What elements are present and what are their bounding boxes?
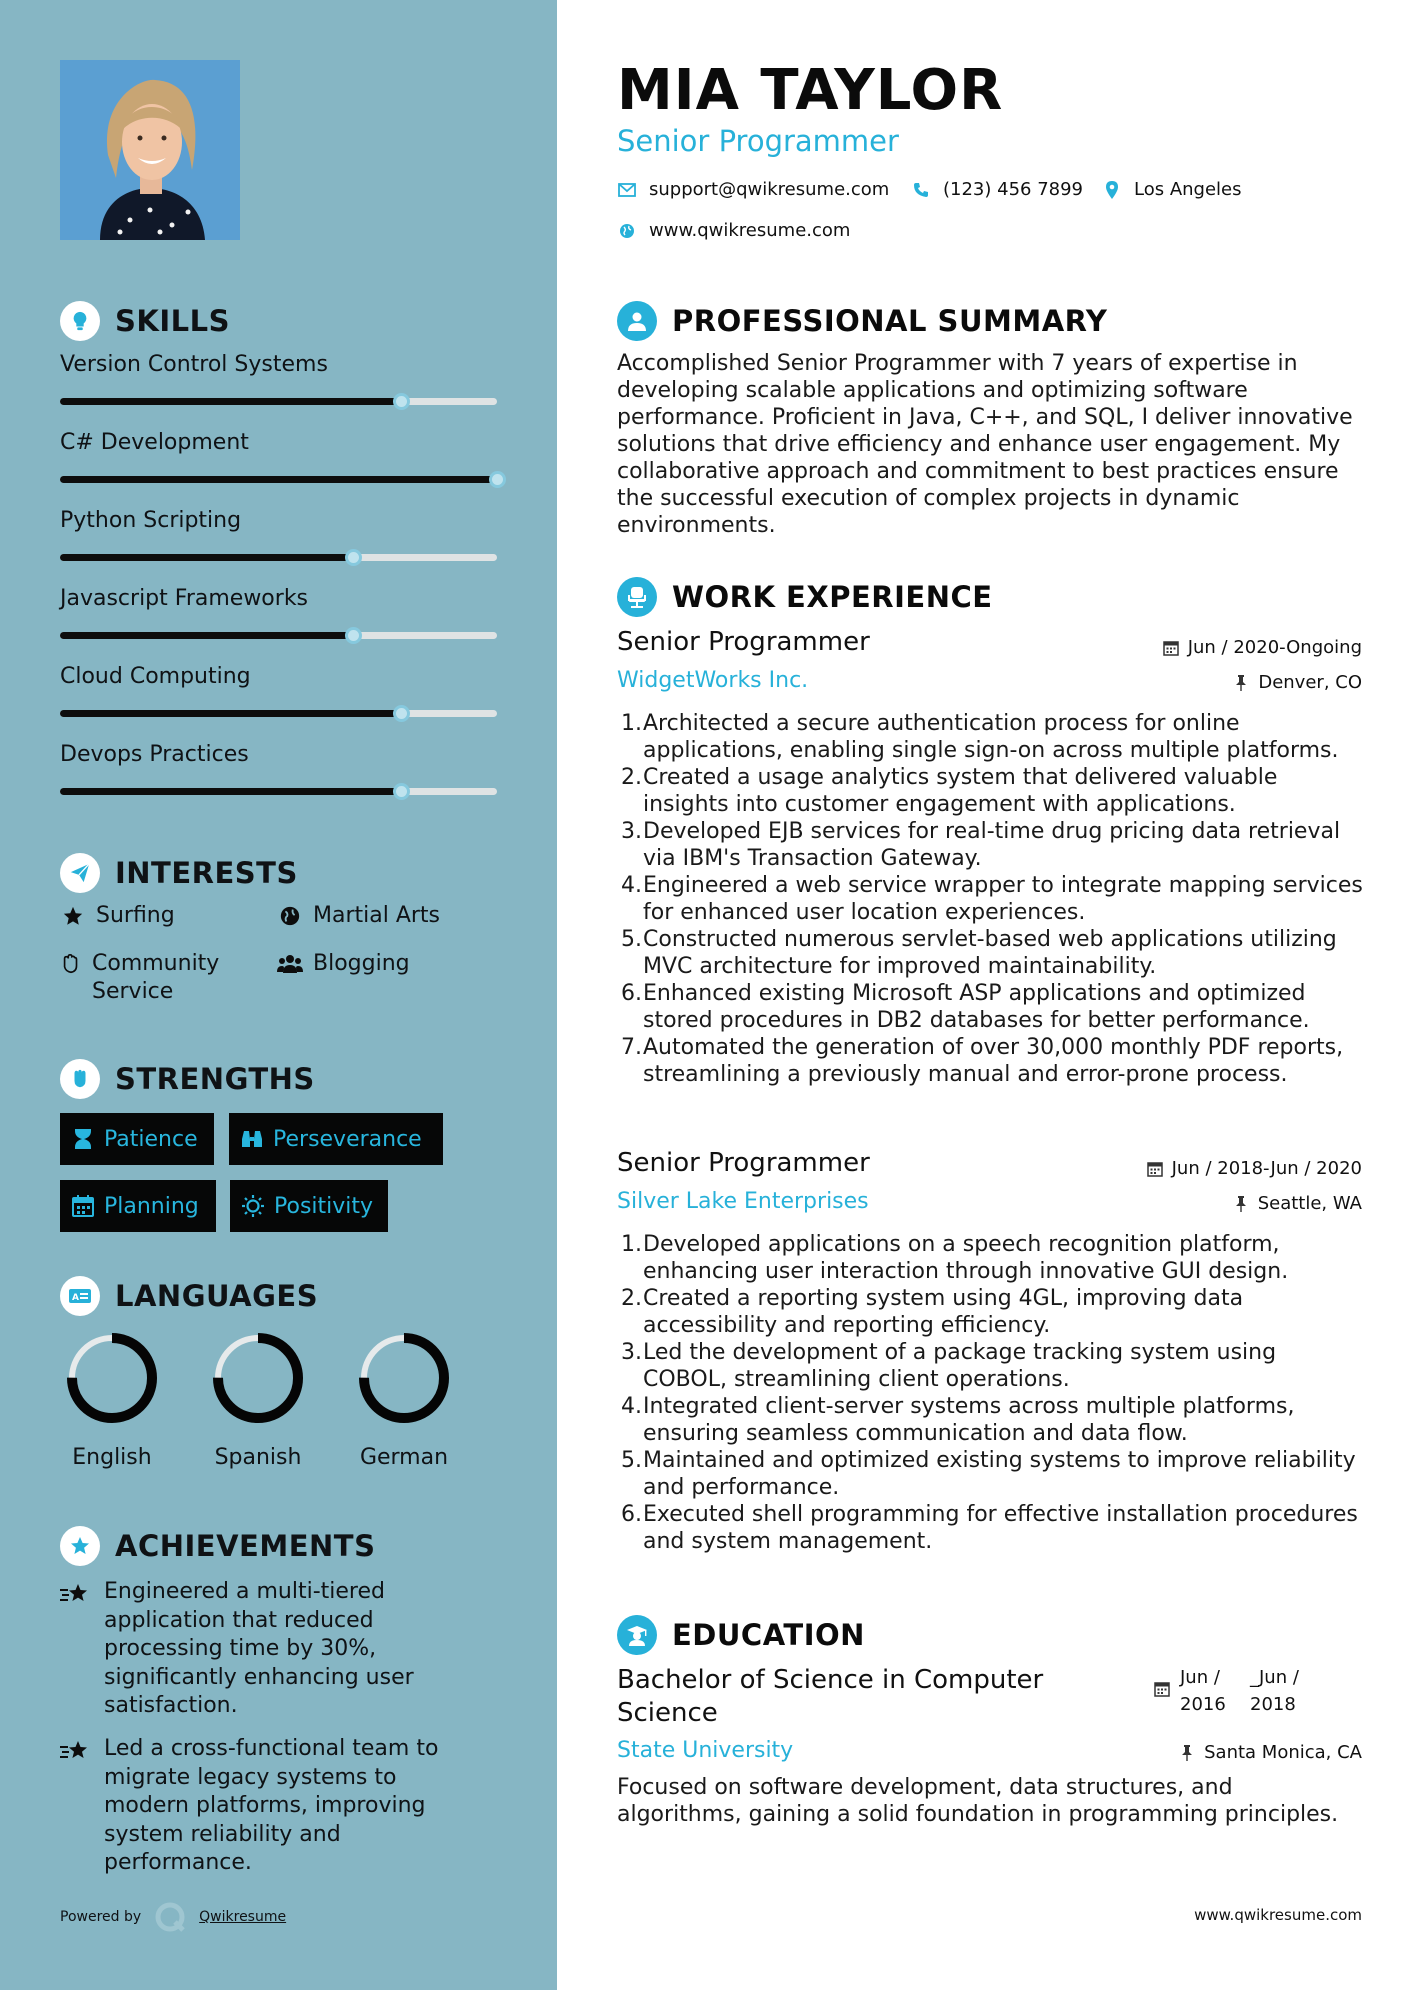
phone-icon	[911, 180, 931, 200]
main-content	[557, 0, 1407, 1990]
duty-number: 1	[621, 1232, 635, 1257]
globe-icon	[617, 221, 637, 241]
start-year: 2016	[1180, 1694, 1226, 1715]
duty-dot: .	[635, 1340, 642, 1365]
calendar-icon	[72, 1195, 94, 1217]
education-location	[1178, 1742, 1362, 1763]
calendar-icon	[1154, 1664, 1170, 1718]
duty-dot: .	[635, 873, 642, 898]
duty-item	[617, 710, 1367, 764]
fist-icon	[60, 1059, 100, 1099]
job-duties	[617, 1231, 1367, 1555]
pushpin-icon	[1232, 674, 1250, 692]
shooting-star-icon	[60, 1578, 90, 1721]
skill-bar-fill	[60, 632, 353, 639]
skill-bar-fill	[60, 710, 401, 717]
duty-number: 4	[621, 1394, 635, 1419]
achievements-heading-text: ACHIEVEMENTS	[115, 1529, 376, 1563]
skill-bar-fill	[60, 554, 353, 561]
sun-icon	[242, 1195, 264, 1217]
paper-plane-icon	[60, 853, 100, 893]
skill-label: Devops Practices	[60, 742, 249, 767]
interests-heading-text: INTERESTS	[115, 856, 298, 890]
strengths-heading-text: STRENGTHS	[115, 1062, 315, 1096]
skill-bar-knob	[393, 393, 410, 410]
duty-item	[617, 1339, 1367, 1393]
hand-icon	[60, 950, 82, 978]
graduate-icon	[617, 1615, 657, 1655]
star-icon	[60, 902, 86, 930]
skills-heading	[60, 301, 230, 341]
strength-tag	[230, 1180, 388, 1232]
interest-label: Surfing	[96, 903, 175, 928]
skill-bar-fill	[60, 788, 401, 795]
interest-label: Blogging	[313, 951, 410, 976]
skill-bar	[60, 710, 497, 717]
strength-label: Planning	[104, 1193, 199, 1219]
education-start	[1180, 1664, 1240, 1718]
education-heading	[617, 1615, 865, 1655]
duty-item	[617, 872, 1367, 926]
school-name: State University	[617, 1738, 794, 1763]
summary-heading-text: PROFESSIONAL SUMMARY	[672, 304, 1108, 338]
phone-text: (123) 456 7899	[943, 179, 1084, 200]
calendar-icon	[1146, 1160, 1164, 1178]
envelope-icon	[617, 180, 637, 200]
duty-number: 1	[621, 711, 635, 736]
duty-dot: .	[635, 765, 642, 790]
experience-heading	[617, 577, 993, 617]
hourglass-icon	[72, 1128, 94, 1150]
language-card-icon	[60, 1276, 100, 1316]
duty-text: Engineered a web service wrapper to integrate mapping services for enhanced user location experiences.	[643, 873, 1363, 925]
duty-dot: .	[635, 819, 642, 844]
job-title: Senior Programmer	[617, 1148, 870, 1178]
duty-number: 3	[621, 819, 635, 844]
duty-number: 5	[621, 1448, 635, 1473]
skill-bar-knob	[345, 549, 362, 566]
map-pin-icon	[1102, 180, 1122, 200]
summary-text: Accomplished Senior Programmer with 7 years of expertise in developing scalable applications and optimizing software performance. Proficient in Java, C++, and SQL, I deliver innovative solutions that drive efficiency and enhance user engagement. My collaborative approach and commitment to best practices ensure the successful execution of complex projects in dynamic environments.	[617, 351, 1353, 538]
language-ring	[210, 1330, 306, 1426]
profile-photo	[60, 60, 240, 240]
skill-bar-knob	[393, 705, 410, 722]
duty-item	[617, 1501, 1367, 1555]
job-location-text: Seattle, WA	[1257, 1193, 1362, 1214]
skill-bar-knob	[393, 783, 410, 800]
languages-heading	[60, 1276, 318, 1316]
office-chair-icon	[617, 577, 657, 617]
duty-dot: .	[635, 1286, 642, 1311]
duty-number: 4	[621, 873, 635, 898]
strength-label: Positivity	[274, 1193, 374, 1219]
candidate-name: MIA TAYLOR	[617, 58, 1004, 123]
job-dates	[1162, 637, 1362, 658]
skill-label: Version Control Systems	[60, 352, 328, 377]
skill-bar	[60, 398, 497, 405]
skill-bar	[60, 632, 497, 639]
interests-heading	[60, 853, 298, 893]
website-text[interactable]: www.qwikresume.com	[649, 220, 851, 241]
pushpin-icon	[1178, 1744, 1196, 1762]
achievement-item	[60, 1735, 470, 1878]
strength-label: Perseverance	[273, 1126, 422, 1152]
pushpin-icon	[1232, 1195, 1250, 1213]
shooting-star-icon	[60, 1735, 90, 1878]
contact-email	[617, 179, 889, 200]
contact-location	[1102, 179, 1242, 200]
interest-item	[60, 950, 260, 1006]
duty-text: Architected a secure authentication process for online applications, enabling single sign-on across multiple platforms.	[643, 711, 1339, 763]
interest-item	[277, 950, 410, 978]
languages-heading-text: LANGUAGES	[115, 1279, 319, 1313]
globe-icon	[277, 902, 303, 930]
qwikresume-logo-icon	[153, 1900, 187, 1934]
sidebar	[0, 0, 557, 1990]
end-year: 2018	[1250, 1694, 1296, 1715]
duty-dot: .	[635, 1232, 642, 1257]
footer-website[interactable]: www.qwikresume.com	[1194, 1906, 1362, 1924]
skill-bar-knob	[345, 627, 362, 644]
skill-bar	[60, 554, 497, 561]
education-description: Focused on software development, data structures, and algorithms, gaining a solid foundation in programming principles.	[617, 1775, 1339, 1827]
strength-tag	[60, 1113, 214, 1165]
users-icon	[277, 950, 303, 978]
education-dates	[1154, 1664, 1310, 1718]
skill-label: Javascript Frameworks	[60, 586, 309, 611]
job-dates-text: Jun / 2020-Ongoing	[1187, 637, 1362, 658]
binoculars-icon	[241, 1128, 263, 1150]
user-icon	[617, 301, 657, 341]
duty-dot: .	[635, 1502, 642, 1527]
duty-item	[617, 980, 1367, 1034]
duty-number: 5	[621, 927, 635, 952]
company-name: WidgetWorks Inc.	[617, 668, 809, 693]
candidate-title: Senior Programmer	[617, 124, 899, 158]
duty-number: 6	[621, 981, 635, 1006]
duty-text: Automated the generation of over 30,000 monthly PDF reports, streamlining a previously manual and error-prone process.	[643, 1035, 1344, 1087]
summary-heading	[617, 301, 1107, 341]
interest-label: Martial Arts	[313, 903, 441, 928]
duty-item	[617, 1393, 1367, 1447]
job-location	[1232, 672, 1362, 693]
duty-number: 2	[621, 765, 635, 790]
experience-heading-text: WORK EXPERIENCE	[672, 580, 993, 614]
skill-label: Python Scripting	[60, 508, 242, 533]
duty-item	[617, 926, 1367, 980]
skill-bar-knob	[489, 471, 506, 488]
duty-text: Maintained and optimized existing systems to improve reliability and performance.	[643, 1448, 1356, 1500]
qwikresume-link[interactable]: Qwikresume	[199, 1909, 287, 1925]
duty-text: Enhanced existing Microsoft ASP applications and optimized stored procedures in DB2 databases for better performance.	[643, 981, 1310, 1033]
interest-item	[277, 902, 440, 930]
duty-dot: .	[635, 711, 642, 736]
duty-text: Developed applications on a speech recognition platform, enhancing user interaction through innovative GUI design.	[643, 1232, 1289, 1284]
skill-bar	[60, 476, 497, 483]
duty-dot: .	[635, 981, 642, 1006]
skill-bar	[60, 788, 497, 795]
job-title: Senior Programmer	[617, 627, 870, 657]
skill-bar-fill	[60, 398, 401, 405]
education-heading-text: EDUCATION	[672, 1618, 865, 1652]
duty-number: 7	[621, 1035, 635, 1060]
powered-by-label: Powered by	[60, 1909, 142, 1925]
strength-tag	[229, 1113, 443, 1165]
email-text[interactable]: support@qwikresume.com	[649, 179, 890, 200]
duty-item	[617, 1447, 1367, 1501]
duty-dot: .	[635, 1448, 642, 1473]
interest-item	[60, 902, 175, 930]
strength-label: Patience	[104, 1126, 198, 1152]
skill-label: C# Development	[60, 430, 249, 455]
language-ring	[64, 1330, 160, 1426]
duty-text: Constructed numerous servlet-based web applications utilizing MVC architecture for improved maintainability.	[643, 927, 1337, 979]
duty-text: Developed EJB services for real-time drug pricing data retrieval via IBM's Transaction Gateway.	[643, 819, 1341, 871]
duty-dot: .	[635, 1394, 642, 1419]
start-month: Jun /	[1180, 1667, 1220, 1688]
lightbulb-icon	[60, 301, 100, 341]
contact-website	[617, 220, 850, 241]
degree-title: Bachelor of Science in Computer Science	[617, 1665, 1044, 1728]
duty-text: Integrated client-server systems across multiple platforms, ensuring seamless communication and data flow.	[643, 1394, 1295, 1446]
duty-text: Created a usage analytics system that delivered valuable insights into customer engagement with applications.	[643, 765, 1278, 817]
interest-label: Community Service	[92, 951, 220, 1004]
education-end	[1250, 1664, 1310, 1718]
duty-text: Led the development of a package tracking system using COBOL, streamlining client operations.	[643, 1340, 1277, 1392]
language-label: German	[359, 1445, 449, 1470]
job-dates	[1146, 1158, 1362, 1179]
job-location	[1232, 1193, 1362, 1214]
skills-heading-text: SKILLS	[115, 304, 230, 338]
location-text: Los Angeles	[1134, 179, 1242, 200]
strengths-heading	[60, 1059, 315, 1099]
duty-number: 3	[621, 1340, 635, 1365]
job-location-text: Denver, CO	[1258, 672, 1362, 693]
duty-number: 6	[621, 1502, 635, 1527]
duty-item	[617, 1034, 1367, 1088]
duty-dot: .	[635, 927, 642, 952]
duty-item	[617, 1231, 1367, 1285]
contact-phone	[911, 179, 1083, 200]
duty-item	[617, 818, 1367, 872]
calendar-icon	[1162, 639, 1180, 657]
duty-number: 2	[621, 1286, 635, 1311]
language-ring	[356, 1330, 452, 1426]
duty-item	[617, 1285, 1367, 1339]
star-badge-icon	[60, 1526, 100, 1566]
duty-text: Created a reporting system using 4GL, improving data accessibility and reporting efficiency.	[643, 1286, 1244, 1338]
end-month: _Jun /	[1250, 1667, 1299, 1688]
svg-text:A: A	[72, 1293, 79, 1303]
duty-item	[617, 764, 1367, 818]
achievement-text: Engineered a multi-tiered application that reduced processing time by 30%, significantly enhancing user satisfaction.	[104, 1579, 414, 1718]
education-location-text: Santa Monica, CA	[1204, 1742, 1362, 1763]
skill-label: Cloud Computing	[60, 664, 251, 689]
achievement-text: Led a cross-functional team to migrate legacy systems to modern platforms, improving system reliability and performance.	[104, 1736, 439, 1875]
achievement-item	[60, 1578, 470, 1721]
duty-dot: .	[635, 1035, 642, 1060]
achievements-heading	[60, 1526, 375, 1566]
duty-text: Executed shell programming for effective installation procedures and system management.	[643, 1502, 1358, 1554]
skill-bar-fill	[60, 476, 497, 483]
job-duties	[617, 710, 1367, 1088]
company-name: Silver Lake Enterprises	[617, 1189, 869, 1214]
language-label: English	[72, 1445, 152, 1470]
language-label: Spanish	[214, 1445, 302, 1470]
strength-tag	[60, 1180, 216, 1232]
powered-by	[60, 1900, 286, 1934]
job-dates-text: Jun / 2018-Jun / 2020	[1171, 1158, 1362, 1179]
